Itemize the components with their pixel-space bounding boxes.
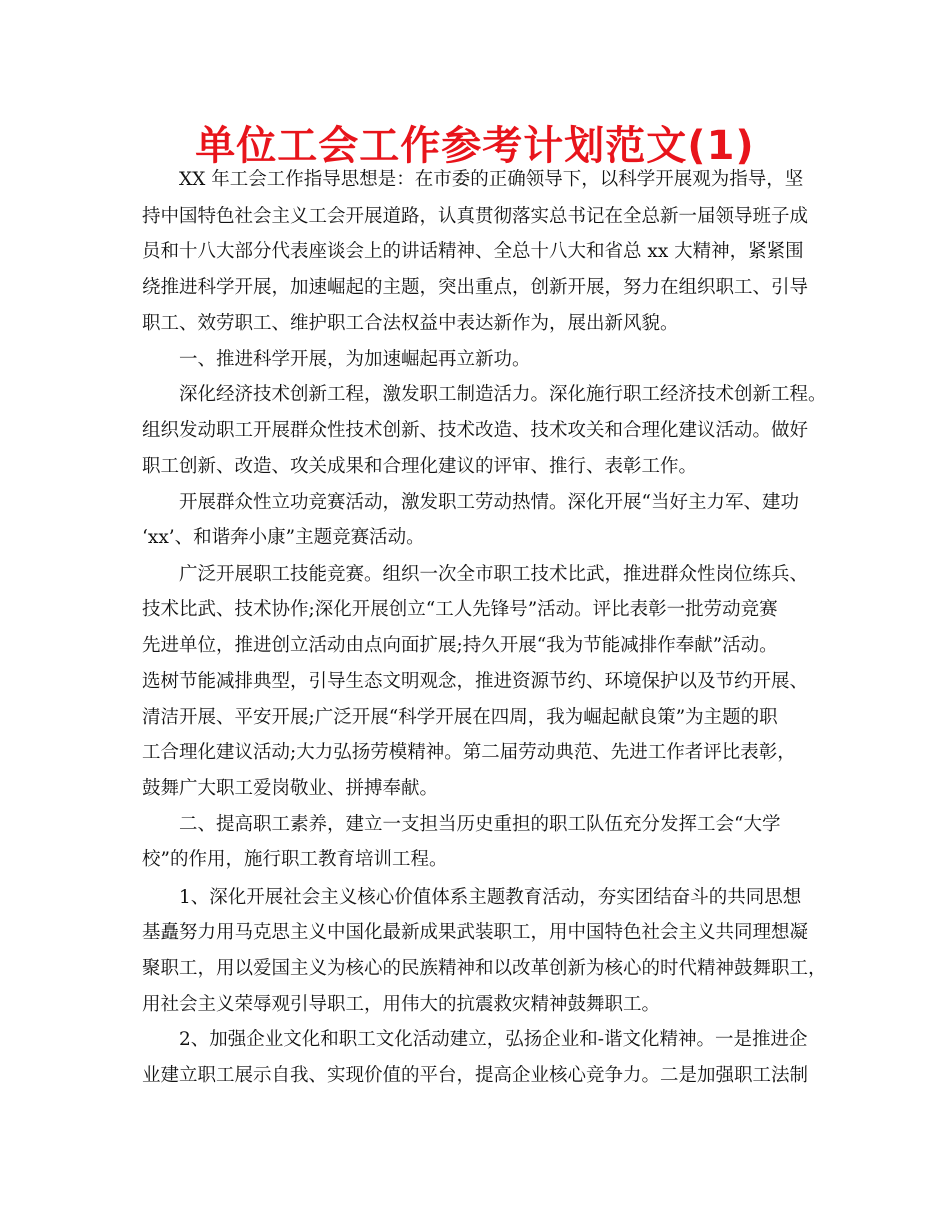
paragraph-line: 组织发动职工开展群众性技术创新、技术改造、技术攻关和合理化建议活动。做好	[142, 420, 809, 441]
paragraph-line: 职工创新、改造、攻关成果和合理化建议的评审、推行、表彰工作。	[142, 456, 698, 477]
paragraph-line: 聚职工，用以爱国主义为核心的民族精神和以改革创新为核心的时代精神鼓舞职工，	[142, 958, 827, 979]
paragraph-line: 用社会主义荣辱观引导职工，用伟大的抗震救灾精神鼓舞职工。	[142, 994, 661, 1015]
paragraph-line: 持中国特色社会主义工会开展道路，认真贯彻落实总书记在全总新一届领导班子成	[142, 206, 809, 227]
document-title: 单位工会工作参考计划范文(1)	[195, 123, 755, 169]
paragraph-line: 鼓舞广大职工爱岗敬业、拼搏奉献。	[142, 778, 439, 799]
paragraph-line: ‘xx’、和谐奔小康”主题竞赛活动。	[142, 527, 425, 548]
paragraph-line: 员和十八大部分代表座谈会上的讲话精神、全总十八大和省总 xx 大精神，紧紧围	[142, 241, 804, 262]
paragraph-line: 工合理化建议活动;大力弘扬劳模精神。第二届劳动典范、先进工作者评比表彰，	[142, 742, 796, 763]
paragraph-line: 广泛开展职工技能竞赛。组织一次全市职工技术比武，推进群众性岗位练兵、	[179, 564, 809, 585]
paragraph-line: 绕推进科学开展，加速崛起的主题，突出重点，创新开展，努力在组织职工、引导	[142, 277, 809, 298]
paragraph-line: 二、提高职工素养，建立一支担当历史重担的职工队伍充分发挥工会“大学	[179, 814, 781, 835]
paragraph-line: 清洁开展、平安开展;广泛开展“科学开展在四周，我为崛起献良策”为主题的职	[142, 707, 778, 728]
paragraph-line: 校”的作用，施行职工教育培训工程。	[142, 849, 448, 870]
paragraph-line: 业建立职工展示自我、实现价值的平台，提高企业核心竞争力。二是加强职工法制	[142, 1065, 809, 1086]
paragraph-line: 技术比武、技术协作;深化开展创立“工人先锋号”活动。评比表彰一批劳动竞赛	[142, 599, 778, 620]
paragraph-line: XX 年工会工作指导思想是：在市委的正确领导下，以科学开展观为指导，坚	[179, 169, 804, 190]
paragraph-line: 选树节能减排典型，引导生态文明观念，推进资源节约、环境保护以及节约开展、	[142, 671, 809, 692]
paragraph-line: 开展群众性立功竞赛活动，激发职工劳动热情。深化开展“当好主力军、建功	[179, 492, 799, 513]
paragraph-line: 1、深化开展社会主义核心价值体系主题教育活动，夯实团结奋斗的共同思想	[179, 887, 802, 908]
paragraph-line: 基矗努力用马克思主义中国化最新成果武装职工，用中国特色社会主义共同理想凝	[142, 922, 809, 943]
paragraph-line: 一、推进科学开展，为加速崛起再立新功。	[179, 349, 531, 370]
paragraph-line: 先进单位，推进创立活动由点向面扩展;持久开展“我为节能减排作奉献”活动。	[142, 635, 778, 656]
paragraph-line: 2、加强企业文化和职工文化活动建立，弘扬企业和-谐文化精神。一是推进企	[179, 1029, 808, 1050]
paragraph-line: 职工、效劳职工、维护职工合法权益中表达新作为，展出新风貌。	[142, 313, 679, 334]
paragraph-line: 深化经济技术创新工程，激发职工制造活力。深化施行职工经济技术创新工程。	[179, 384, 827, 405]
